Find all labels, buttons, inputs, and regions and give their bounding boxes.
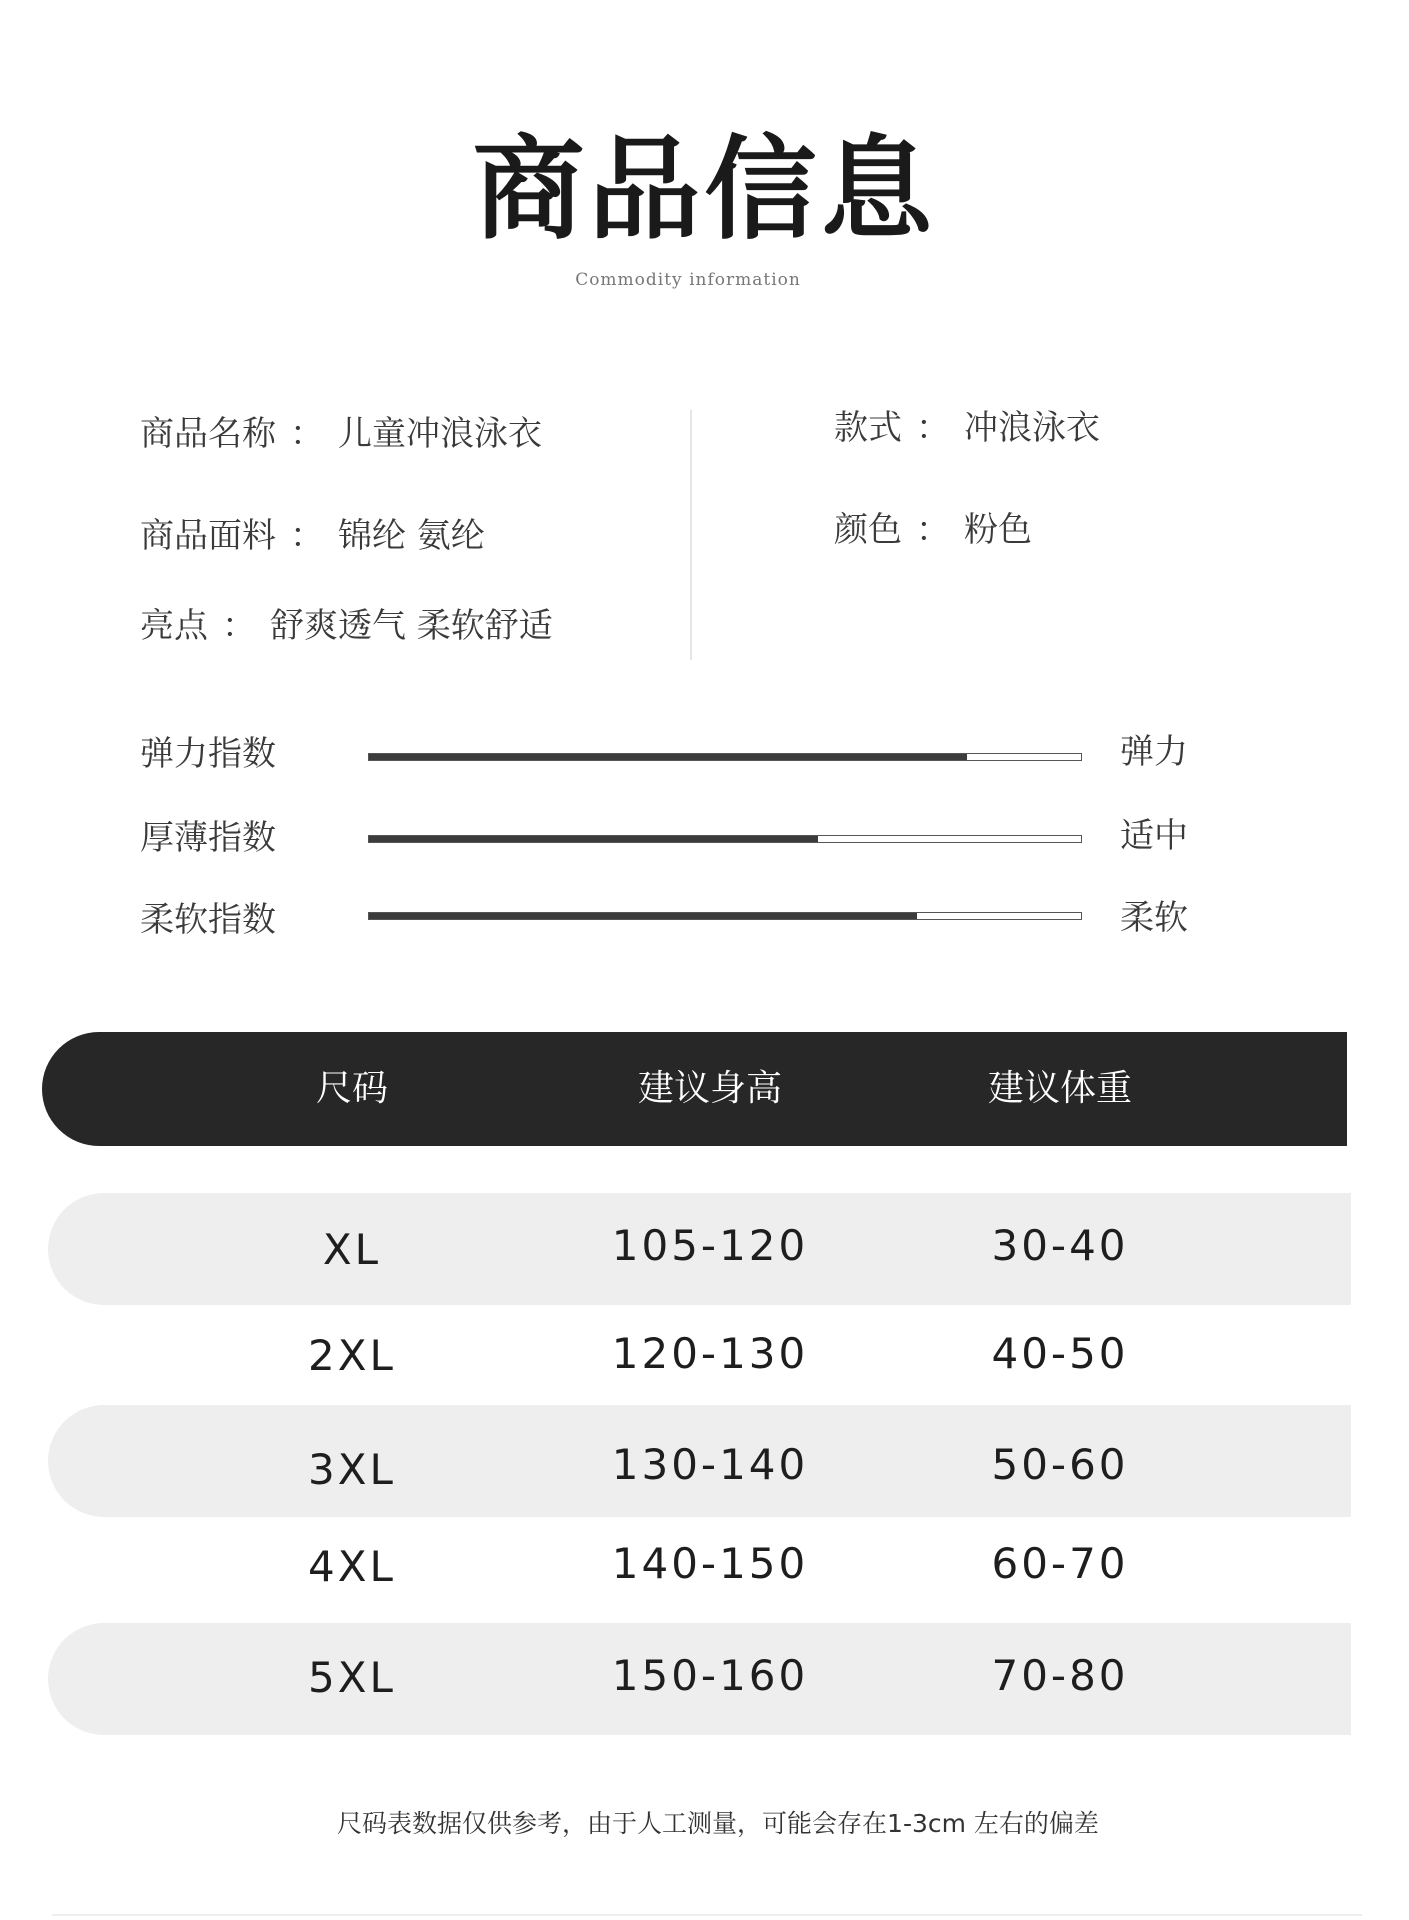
table-cell-height: 140-150	[611, 1539, 809, 1588]
elasticity-index-value: 弹力	[1120, 732, 1188, 772]
table-cell-size: XL	[322, 1225, 382, 1274]
height-column-header: 建议身高	[637, 1068, 782, 1109]
info-highlights	[140, 604, 553, 648]
weight-column-header: 建议体重	[987, 1068, 1132, 1109]
info-label: 商品面料	[140, 516, 276, 556]
table-cell-height: 120-130	[611, 1329, 809, 1378]
table-cell-size: 2XL	[308, 1331, 396, 1380]
info-product-name	[140, 412, 542, 456]
info-separator: ：	[222, 606, 256, 646]
elasticity-index-label: 弹力指数	[140, 734, 276, 774]
thickness-index-bar	[368, 835, 1082, 843]
thickness-index-label: 厚薄指数	[140, 818, 276, 858]
page-subtitle: Commodity information	[575, 270, 801, 290]
table-cell-height: 105-120	[611, 1221, 809, 1270]
table-cell-height: 130-140	[611, 1440, 809, 1489]
title-block	[0, 125, 1409, 255]
table-cell-weight: 50-60	[991, 1440, 1129, 1489]
table-cell-weight: 30-40	[991, 1221, 1129, 1270]
info-label: 商品名称	[140, 414, 276, 454]
table-cell-weight: 60-70	[991, 1539, 1129, 1588]
info-label: 颜色	[834, 510, 902, 550]
thickness-index-fill	[369, 836, 818, 842]
info-separator: ：	[290, 516, 324, 556]
elasticity-index-fill	[369, 754, 967, 760]
elasticity-index-bar	[368, 753, 1082, 761]
info-value: 冲浪泳衣	[964, 408, 1100, 448]
softness-index-value: 柔软	[1120, 898, 1188, 938]
info-separator: ：	[916, 510, 950, 550]
info-fabric	[140, 514, 485, 558]
softness-index-label: 柔软指数	[140, 900, 276, 940]
info-value: 锦纶 氨纶	[338, 516, 485, 556]
info-color	[834, 508, 1032, 552]
info-label: 亮点	[140, 606, 208, 646]
table-cell-size: 5XL	[308, 1653, 396, 1702]
info-separator: ：	[916, 408, 950, 448]
thickness-index-value: 适中	[1120, 816, 1188, 856]
table-cell-size: 4XL	[308, 1542, 396, 1591]
info-column-divider	[690, 410, 692, 660]
page-title	[472, 125, 937, 255]
info-value: 儿童冲浪泳衣	[338, 414, 542, 454]
table-cell-weight: 70-80	[991, 1651, 1129, 1700]
info-value: 粉色	[964, 510, 1032, 550]
size-disclaimer: 尺码表数据仅供参考，由于人工测量，可能会存在1-3cm 左右的偏差	[337, 1809, 1099, 1838]
table-cell-weight: 40-50	[991, 1329, 1129, 1378]
softness-index-bar	[368, 912, 1082, 920]
table-cell-height: 150-160	[611, 1651, 809, 1700]
page-title-text: 商品信息	[472, 125, 937, 255]
softness-index-fill	[369, 913, 917, 919]
info-style	[834, 406, 1100, 450]
info-value: 舒爽透气 柔软舒适	[270, 606, 553, 646]
info-separator: ：	[290, 414, 324, 454]
bottom-divider	[52, 1914, 1362, 1916]
info-label: 款式	[834, 408, 902, 448]
size-column-header: 尺码	[315, 1068, 388, 1109]
table-cell-size: 3XL	[308, 1445, 396, 1494]
